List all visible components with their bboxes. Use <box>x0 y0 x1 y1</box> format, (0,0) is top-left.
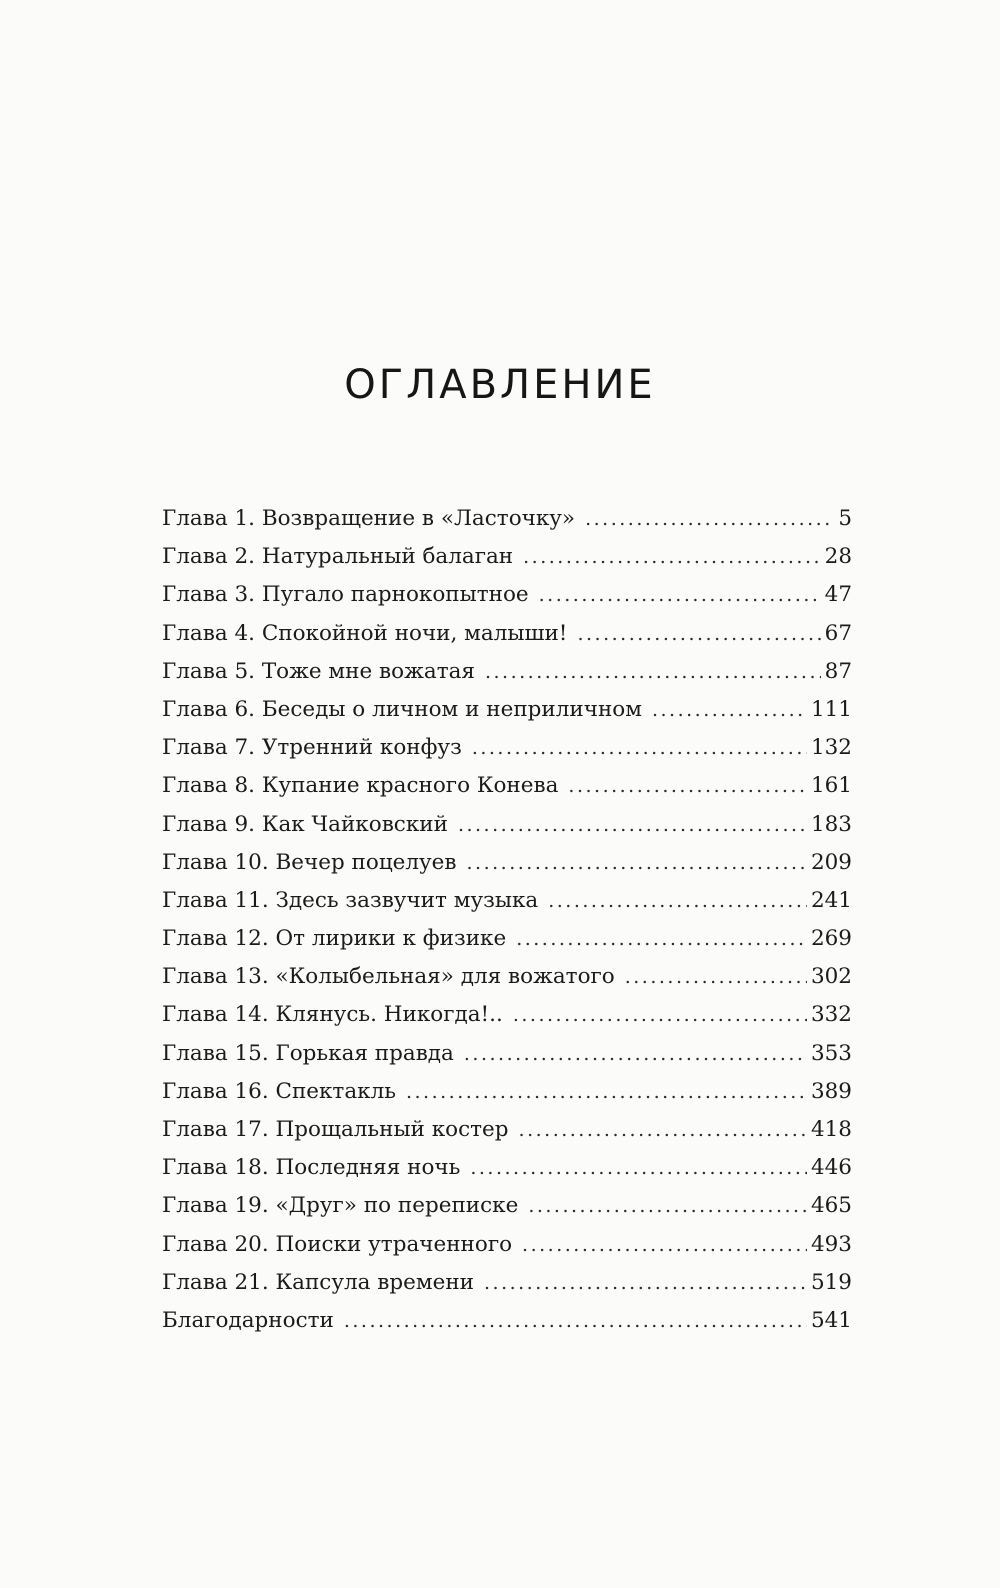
toc-entry[interactable] <box>162 576 852 614</box>
toc-entry-page: 28 <box>824 544 852 570</box>
toc-entry[interactable] <box>162 1111 852 1149</box>
toc-entry[interactable] <box>162 729 852 767</box>
dot-leader <box>406 1073 807 1111</box>
toc-entry-title: Глава 6. Беседы о личном и неприличном <box>162 696 642 722</box>
toc-entry[interactable] <box>162 767 852 805</box>
toc-entry[interactable] <box>162 996 852 1034</box>
toc-entry-title: Глава 13. «Колыбельная» для вожатого <box>162 964 615 990</box>
dot-leader <box>344 1302 807 1340</box>
dot-leader <box>625 958 807 996</box>
toc-entry-page: 5 <box>838 506 852 531</box>
toc-entry[interactable] <box>162 882 852 920</box>
toc-entry-page: 519 <box>810 1269 852 1295</box>
toc-entry-page: 332 <box>810 1002 852 1028</box>
dot-leader <box>467 844 807 882</box>
toc-entry[interactable] <box>162 691 852 729</box>
toc-entry-page: 132 <box>810 735 852 761</box>
dot-leader <box>523 538 821 576</box>
toc-entry[interactable] <box>162 958 852 996</box>
dot-leader <box>568 767 807 805</box>
toc-entry-title: Глава 2. Натуральный балаган <box>162 544 514 570</box>
toc-entry[interactable] <box>162 653 852 691</box>
toc-entry-title: Глава 20. Поиски утраченного <box>162 1231 513 1257</box>
toc-entry-page: 209 <box>810 849 852 875</box>
dot-leader <box>470 1149 807 1187</box>
dot-leader <box>528 1187 807 1225</box>
toc-entry-title: Глава 16. Спектакль <box>162 1078 396 1104</box>
toc-entry-title: Глава 8. Купание красного Конева <box>162 773 559 799</box>
toc-entry-title: Глава 1. Возвращение в «Ласточку» <box>162 506 576 531</box>
toc-entry-title: Глава 14. Клянусь. Никогда!.. <box>162 1002 503 1028</box>
toc-entry-title: Глава 7. Утренний конфуз <box>162 735 462 761</box>
toc-entry-title: Глава 10. Вечер поцелуев <box>162 849 457 875</box>
dot-leader <box>585 500 834 538</box>
dot-leader <box>548 882 807 920</box>
dot-leader <box>458 806 807 844</box>
dot-leader <box>472 729 807 767</box>
toc-entry-page: 87 <box>824 658 852 684</box>
toc-entry[interactable] <box>162 1035 852 1073</box>
toc-entry[interactable] <box>162 538 852 576</box>
toc-entry[interactable] <box>162 844 852 882</box>
toc-entry[interactable] <box>162 1073 852 1111</box>
toc-entry[interactable] <box>162 1187 852 1225</box>
toc-entry-title: Глава 17. Прощальный костер <box>162 1117 509 1142</box>
dot-leader <box>652 691 807 729</box>
toc-entry-page: 47 <box>824 582 852 608</box>
toc-entry-page: 67 <box>824 620 852 646</box>
toc-entry-page: 302 <box>810 964 852 990</box>
toc-entry-title: Глава 21. Капсула времени <box>162 1269 474 1295</box>
toc-entry[interactable] <box>162 806 852 844</box>
toc-entry[interactable] <box>162 615 852 653</box>
toc-entry[interactable] <box>162 1149 852 1187</box>
toc-entry-title: Глава 11. Здесь зазвучит музыка <box>162 887 539 913</box>
toc-entry-title: Глава 18. Последняя ночь <box>162 1155 461 1181</box>
toc-entry-page: 269 <box>810 926 852 952</box>
toc-entry-title: Глава 5. Тоже мне вожатая <box>162 658 475 684</box>
dot-leader <box>539 576 821 614</box>
table-of-contents <box>162 500 852 1340</box>
toc-entry-title: Глава 19. «Друг» по переписке <box>162 1193 519 1219</box>
dot-leader <box>522 1226 807 1264</box>
toc-entry-title: Глава 4. Спокойной ночи, малыши! <box>162 620 568 646</box>
toc-entry-title: Глава 9. Как Чайковский <box>162 811 448 837</box>
toc-entry[interactable] <box>162 1302 852 1340</box>
toc-entry-page: 111 <box>810 696 852 722</box>
toc-entry-title: Глава 12. От лирики к физике <box>162 926 507 952</box>
toc-entry-title: Глава 15. Горькая правда <box>162 1040 454 1066</box>
toc-entry-page: 446 <box>810 1155 852 1181</box>
toc-entry-page: 493 <box>810 1231 852 1257</box>
toc-entry-page: 183 <box>810 811 852 837</box>
toc-entry[interactable] <box>162 1226 852 1264</box>
dot-leader <box>577 615 820 653</box>
dot-leader <box>516 920 807 958</box>
toc-entry-page: 541 <box>810 1307 852 1333</box>
dot-leader <box>484 1264 807 1302</box>
toc-entry-title: Глава 3. Пугало парнокопытное <box>162 582 529 608</box>
toc-entry-page: 161 <box>810 773 852 799</box>
toc-entry-page: 241 <box>810 887 852 913</box>
toc-entry[interactable] <box>162 500 852 538</box>
toc-entry-page: 389 <box>810 1078 852 1104</box>
dot-leader <box>485 653 821 691</box>
toc-entry-page: 418 <box>810 1117 852 1142</box>
toc-entry[interactable] <box>162 1264 852 1302</box>
dot-leader <box>464 1035 807 1073</box>
toc-entry[interactable] <box>162 920 852 958</box>
page-title: ОГЛАВЛЕНИЕ <box>344 362 656 408</box>
dot-leader <box>519 1111 807 1149</box>
dot-leader <box>513 996 807 1034</box>
toc-entry-title: Благодарности <box>162 1307 334 1333</box>
toc-entry-page: 353 <box>810 1040 852 1066</box>
toc-entry-page: 465 <box>810 1193 852 1219</box>
